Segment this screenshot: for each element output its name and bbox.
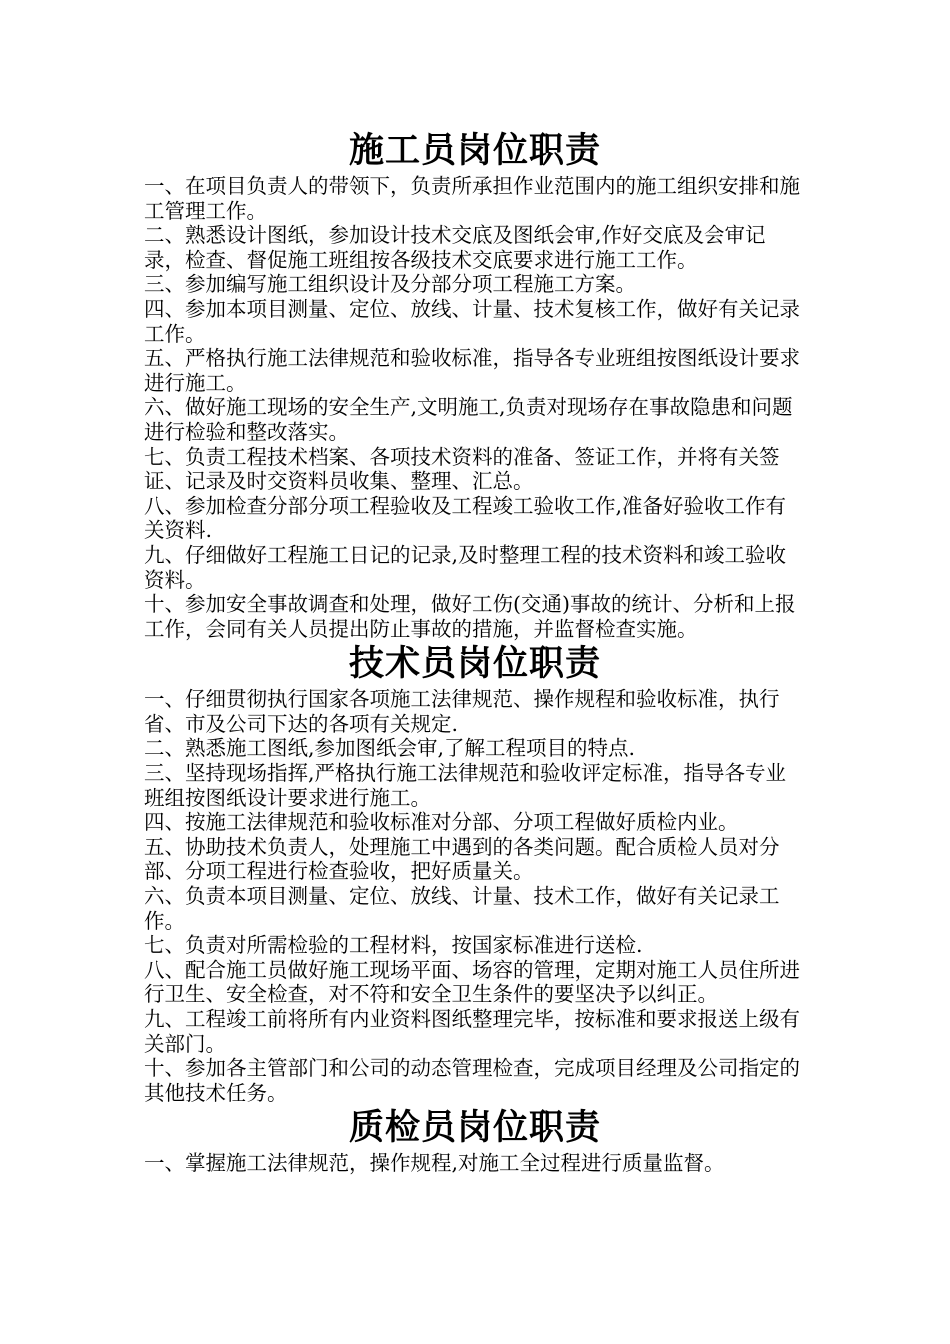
duty-item: 八、配合施工员做好施工现场平面、场容的管理，定期对施工人员住所进行卫生、安全检查，对不符和安全卫生条件的要坚决予以纠正。	[144, 957, 800, 1007]
duty-item: 七、负责对所需检验的工程材料，按国家标准进行送检.	[144, 933, 643, 958]
duty-item: 六、负责本项目测量、定位、放线、计量、技术工作，做好有关记录工作。	[144, 884, 780, 933]
duty-item: 一、在项目负责人的带领下，负责所承担作业范围内的施工组织安排和施工管理工作。	[144, 174, 800, 223]
duty-item: 三、参加编写施工组织设计及分部分项工程施工方案。	[144, 272, 636, 297]
section-quality-inspector	[144, 1105, 806, 1176]
duty-item: 八、参加检查分部分项工程验收及工程竣工验收工作,准备好验收工作有关资料.	[144, 493, 787, 543]
duty-item: 三、坚持现场指挥,严格执行施工法律规范和验收评定标准，指导各专业班组按图纸设计要求进行施工。	[144, 761, 787, 810]
duty-item: 九、仔细做好工程施工日记的记录,及时整理工程的技术资料和竣工验收资料。	[144, 542, 787, 592]
section-title: 施工员岗位职责	[348, 130, 601, 171]
duty-item: 五、协助技术负责人，处理施工中遇到的各类问题。配合质检人员对分部、分项工程进行检查验收，把好质量关。	[144, 834, 780, 884]
duty-item: 一、掌握施工法律规范，操作规程,对施工全过程进行质量监督。	[144, 1151, 725, 1176]
duty-list	[144, 174, 806, 641]
section-technician	[144, 641, 806, 1105]
document-page	[144, 128, 806, 1176]
duty-item: 二、熟悉设计图纸，参加设计技术交底及图纸会审,作好交底及会审记录，检查、督促施工班组按各级技术交底要求进行施工工作。	[144, 223, 766, 272]
section-title: 质检员岗位职责	[348, 1107, 601, 1149]
duty-list	[144, 1151, 806, 1176]
duty-item: 二、熟悉施工图纸,参加图纸会审,了解工程项目的特点.	[144, 736, 636, 761]
duty-item: 五、严格执行施工法律规范和验收标准，指导各专业班组按图纸设计要求进行施工。	[144, 346, 800, 395]
duty-list	[144, 687, 806, 1105]
section-construction-worker	[144, 128, 806, 641]
duty-item: 十、参加各主管部门和公司的动态管理检查，完成项目经理及公司指定的其他技术任务。	[144, 1056, 800, 1105]
duty-item: 六、做好施工现场的安全生产,文明施工,负责对现场存在事故隐患和问题进行检验和整改落实。	[144, 395, 793, 444]
section-title: 技术员岗位职责	[348, 643, 601, 685]
duty-item: 四、按施工法律规范和验收标准对分部、分项工程做好质检内业。	[144, 810, 739, 835]
duty-item: 七、负责工程技术档案、各项技术资料的准备、签证工作，并将有关签证、记录及时交资料员收集、整理、汇总。	[144, 444, 780, 494]
duty-item: 一、仔细贯彻执行国家各项施工法律规范、操作规程和验收标准，执行省、市及公司下达的各项有关规定.	[144, 687, 780, 736]
duty-item: 九、工程竣工前将所有内业资料图纸整理完毕，按标准和要求报送上级有关部门。	[144, 1007, 800, 1056]
duty-item: 四、参加本项目测量、定位、放线、计量、技术复核工作，做好有关记录工作。	[144, 296, 800, 346]
duty-item: 十、参加安全事故调查和处理，做好工伤(交通)事故的统计、分析和上报工作，会同有关人员提出防止事故的措施，并监督检查实施。	[144, 592, 796, 641]
